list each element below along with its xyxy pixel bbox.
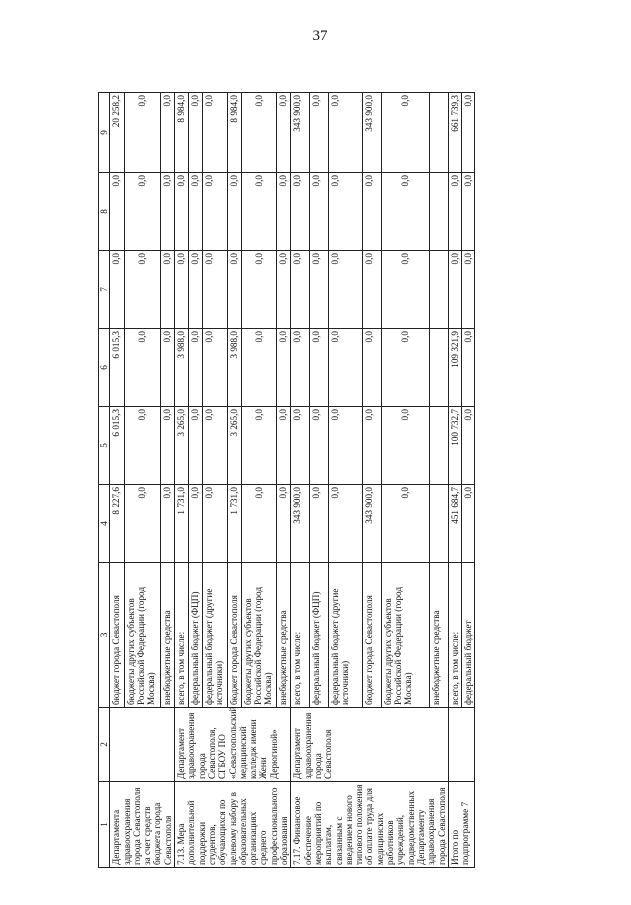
value-cell: 3 265,0 (175, 407, 189, 485)
value-cell (429, 407, 448, 485)
funding-source-cell: внебюджетные средства (429, 563, 448, 708)
value-cell: 0,0 (124, 173, 160, 251)
value-cell: 1 731,0 (227, 485, 241, 563)
value-cell: 109 321,9 (448, 329, 461, 407)
value-cell: 343 900,0 (291, 93, 310, 173)
value-cell: 0,0 (189, 251, 203, 329)
value-cell: 0,0 (203, 407, 228, 485)
value-cell: 0,0 (160, 93, 174, 173)
table-row (110, 93, 124, 868)
value-cell: 0,0 (189, 173, 203, 251)
value-cell: 0,0 (124, 485, 160, 563)
column-header: 6 (99, 329, 110, 407)
value-cell: 343 900,0 (291, 485, 310, 563)
value-cell: 0,0 (203, 251, 228, 329)
value-cell: 0,0 (462, 173, 475, 251)
value-cell: 0,0 (329, 329, 363, 407)
value-cell: 0,0 (160, 251, 174, 329)
value-cell: 0,0 (381, 93, 429, 173)
column-header: 8 (99, 173, 110, 251)
executor-cell (110, 708, 175, 782)
value-cell: 1 731,0 (175, 485, 189, 563)
value-cell: 0,0 (203, 93, 228, 173)
value-cell: 0,0 (277, 251, 291, 329)
funding-source-cell: бюджеты других субъектов Российской Федерации (город Москва) (381, 563, 429, 708)
value-cell: 0,0 (175, 251, 189, 329)
column-header: 3 (99, 563, 110, 708)
executor-cell: Департамент здравоохранения города Севастополя, СГБОУ ПО «Севастопольский медицинский колледж имени Жени Дерюгиной» (175, 708, 291, 782)
funding-source-cell: федеральный бюджет (другие источники) (203, 563, 228, 708)
value-cell: 0,0 (310, 251, 329, 329)
measure-name-cell: 7.17. Финансовое обеспечение мероприятий по выплатам, связанным с введением нового типового положения об оплате труда для медицинских работников учреждений, подведомственных Департаменту здравоохранения города Севастополя (291, 782, 448, 868)
value-cell: 0,0 (329, 93, 363, 173)
funding-source-cell: бюджет города Севастополя (227, 563, 241, 708)
value-cell: 0,0 (448, 251, 461, 329)
value-cell: 6 015,3 (110, 329, 124, 407)
value-cell: 0,0 (381, 251, 429, 329)
funding-source-cell: внебюджетные средства (277, 563, 291, 708)
value-cell: 0,0 (462, 407, 475, 485)
value-cell: 0,0 (329, 485, 363, 563)
executor-cell: Департамент здравоохранения города Севастополя (291, 708, 448, 782)
value-cell: 0,0 (462, 93, 475, 173)
value-cell: 0,0 (310, 93, 329, 173)
value-cell: 0,0 (462, 251, 475, 329)
value-cell: 0,0 (277, 407, 291, 485)
value-cell: 0,0 (160, 407, 174, 485)
funding-source-cell: бюджеты других субъектов Российской Федерации (город Москва) (124, 563, 160, 708)
value-cell: 0,0 (277, 329, 291, 407)
value-cell: 0,0 (203, 329, 228, 407)
column-header: 4 (99, 485, 110, 563)
value-cell: 0,0 (189, 329, 203, 407)
value-cell: 0,0 (329, 173, 363, 251)
funding-source-cell: всего, в том числе: (175, 563, 189, 708)
value-cell: 0,0 (329, 407, 363, 485)
value-cell: 0,0 (227, 173, 241, 251)
value-cell: 0,0 (362, 329, 381, 407)
value-cell: 20 258,2 (110, 93, 124, 173)
funding-source-cell: федеральный бюджет (другие источники) (329, 563, 363, 708)
funding-source-cell: федеральный бюджет (462, 563, 475, 708)
value-cell: 0,0 (124, 93, 160, 173)
value-cell: 0,0 (329, 251, 363, 329)
value-cell: 0,0 (110, 173, 124, 251)
value-cell: 0,0 (241, 485, 277, 563)
funding-source-cell: всего, в том числе: (448, 563, 461, 708)
value-cell: 6 015,3 (110, 407, 124, 485)
value-cell: 661 739,3 (448, 93, 461, 173)
funding-source-cell: бюджет города Севастополя (362, 563, 381, 708)
value-cell: 0,0 (291, 329, 310, 407)
value-cell: 3 265,0 (227, 407, 241, 485)
value-cell: 0,0 (124, 407, 160, 485)
value-cell: 0,0 (124, 251, 160, 329)
value-cell: 0,0 (189, 485, 203, 563)
measure-name-cell: 7.13. Мера дополнительной поддержки студентов, обучающихся по целевому набору в образовательных организациях среднего профессионального образования (175, 782, 291, 868)
table-row (175, 93, 189, 868)
value-cell (429, 329, 448, 407)
funding-source-cell: федеральный бюджет (ФЦП) (189, 563, 203, 708)
rotated-table-container (98, 93, 543, 868)
value-cell: 0,0 (291, 407, 310, 485)
value-cell: 0,0 (160, 329, 174, 407)
value-cell: 343 900,0 (362, 93, 381, 173)
value-cell: 0,0 (277, 93, 291, 173)
value-cell: 0,0 (381, 485, 429, 563)
value-cell: 0,0 (291, 251, 310, 329)
value-cell: 0,0 (241, 251, 277, 329)
value-cell: 0,0 (124, 329, 160, 407)
column-header: 7 (99, 251, 110, 329)
value-cell: 0,0 (277, 173, 291, 251)
value-cell: 0,0 (189, 407, 203, 485)
value-cell: 0,0 (227, 251, 241, 329)
value-cell (429, 93, 448, 173)
value-cell: 3 988,0 (227, 329, 241, 407)
header-row (99, 93, 110, 868)
value-cell: 8 984,0 (227, 93, 241, 173)
column-header: 2 (99, 708, 110, 782)
value-cell: 0,0 (448, 173, 461, 251)
value-cell: 0,0 (160, 485, 174, 563)
value-cell: 0,0 (241, 329, 277, 407)
value-cell (429, 251, 448, 329)
column-header: 9 (99, 93, 110, 173)
value-cell: 0,0 (189, 93, 203, 173)
executor-cell (448, 708, 475, 782)
value-cell (429, 485, 448, 563)
value-cell: 8 984,0 (175, 93, 189, 173)
value-cell: 0,0 (462, 485, 475, 563)
value-cell: 0,0 (381, 173, 429, 251)
value-cell: 8 227,6 (110, 485, 124, 563)
column-header: 5 (99, 407, 110, 485)
value-cell: 0,0 (203, 173, 228, 251)
measure-name-cell: Итого по подпрограмме 7 (448, 782, 475, 868)
value-cell: 0,0 (160, 173, 174, 251)
value-cell: 0,0 (291, 173, 310, 251)
value-cell (429, 173, 448, 251)
measure-name-cell: Департамента здравоохранения города Севастополя за счет средств бюджета города Севастополя (110, 782, 175, 868)
value-cell: 0,0 (381, 329, 429, 407)
funding-source-cell: федеральный бюджет (ФЦП) (310, 563, 329, 708)
value-cell: 343 900,0 (362, 485, 381, 563)
value-cell: 0,0 (241, 93, 277, 173)
value-cell: 0,0 (175, 173, 189, 251)
table-body (110, 93, 475, 868)
value-cell: 451 684,7 (448, 485, 461, 563)
page-number: 37 (312, 28, 328, 44)
funding-source-cell: бюджеты других субъектов Российской Федерации (город Москва) (241, 563, 277, 708)
value-cell: 0,0 (462, 329, 475, 407)
table-row (448, 93, 461, 868)
value-cell: 0,0 (110, 251, 124, 329)
table-row (291, 93, 310, 868)
funding-source-cell: внебюджетные средства (160, 563, 174, 708)
funding-source-cell: бюджет города Севастополя (110, 563, 124, 708)
value-cell: 0,0 (310, 407, 329, 485)
value-cell: 0,0 (381, 407, 429, 485)
value-cell: 0,0 (362, 407, 381, 485)
value-cell: 3 988,0 (175, 329, 189, 407)
value-cell: 0,0 (310, 329, 329, 407)
column-header: 1 (99, 782, 110, 868)
value-cell: 0,0 (310, 485, 329, 563)
value-cell: 0,0 (241, 173, 277, 251)
budget-table (98, 92, 475, 868)
value-cell: 0,0 (362, 251, 381, 329)
value-cell: 100 732,7 (448, 407, 461, 485)
value-cell: 0,0 (277, 485, 291, 563)
value-cell: 0,0 (241, 407, 277, 485)
value-cell: 0,0 (362, 173, 381, 251)
value-cell: 0,0 (203, 485, 228, 563)
value-cell: 0,0 (310, 173, 329, 251)
funding-source-cell: всего, в том числе: (291, 563, 310, 708)
